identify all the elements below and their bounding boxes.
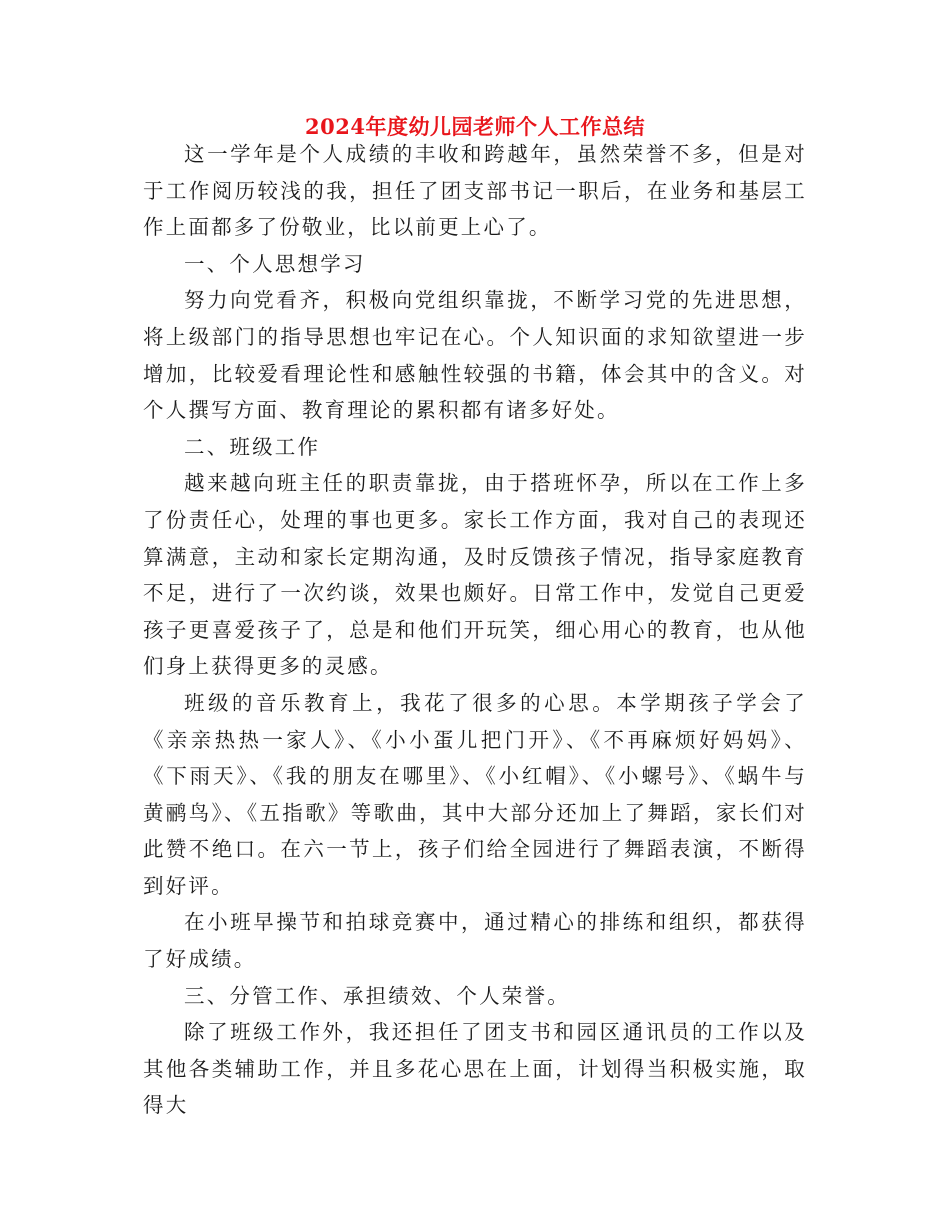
paragraph-intro: 这一学年是个人成绩的丰收和跨越年，虽然荣誉不多，但是对于工作阅历较浅的我，担任了团支部书记一职后，在业务和基层工作上面都多了份敬业，比以前更上心了。 — [143, 142, 807, 240]
paragraph-competition: 在小班早操节和拍球竞赛中，通过精心的排练和组织，都获得了好成绩。 — [143, 910, 807, 972]
paragraph-thought-study: 努力向党看齐，积极向党组织靠拢，不断学习党的先进思想，将上级部门的指导思想也牢记在心。个人知识面的求知欲望进一步增加，比较爱看理论性和感触性较强的书籍，体会其中的含义。对个人撰写方面、教育理论的累积都有诸多好处。 — [143, 288, 807, 423]
paragraph-music-education: 班级的音乐教育上，我花了很多的心思。本学期孩子学会了《亲亲热热一家人》、《小小蛋儿把门开》、《不再麻烦好妈妈》、《下雨天》、《我的朋友在哪里》、《小红帽》、《小螺号》、《蜗牛与黄鹂鸟》、《五指歌》等歌曲，其中大部分还加上了舞蹈，家长们对此赞不绝口。在六一节上，孩子们给全园进行了舞蹈表演，不断得到好评。 — [143, 690, 807, 898]
document-title: 2024年度幼儿园老师个人工作总结 — [305, 114, 645, 139]
paragraph-management: 除了班级工作外，我还担任了团支书和园区通讯员的工作以及其他各类辅助工作，并且多花心思在上面，计划得当积极实施，取得大 — [143, 1020, 807, 1118]
section-heading-thought-study: 一、个人思想学习 — [184, 251, 366, 276]
document-body — [143, 136, 807, 1124]
section-heading-management: 三、分管工作、承担绩效、个人荣誉。 — [184, 983, 570, 1008]
paragraph-class-work: 越来越向班主任的职责靠拢，由于搭班怀孕，所以在工作上多了份责任心，处理的事也更多。家长工作方面，我对自己的表现还算满意，主动和家长定期沟通，及时反馈孩子情况，指导家庭教育不足，进行了一次约谈，效果也颇好。日常工作中，发觉自己更爱孩子更喜爱孩子了，总是和他们开玩笑，细心用心的教育，也从他们身上获得更多的灵感。 — [143, 471, 807, 679]
section-heading-class-work: 二、班级工作 — [184, 434, 321, 459]
